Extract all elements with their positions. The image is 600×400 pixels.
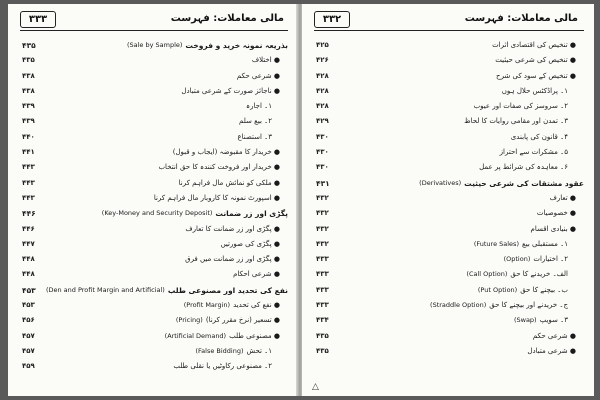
- toc-entry: [314, 99, 584, 114]
- toc-entry-text: ● اختلاف: [251, 56, 280, 65]
- toc-page-number: ۴۳۰: [316, 163, 329, 172]
- toc-page-number: ۴۳۰: [316, 132, 329, 141]
- toc-entry-text: ۱۔ تحش: [246, 346, 272, 355]
- toc-entry: [20, 130, 288, 145]
- toc-entry: [20, 298, 288, 313]
- toc-page-number: ۴۴۰: [22, 132, 35, 141]
- toc-entry-text: ● تنخیص کے سود کی شرح: [496, 71, 576, 80]
- toc-page-number: ۴۳۴: [316, 316, 329, 325]
- toc-entry-text: ● خریدار کا مقبوضہ (ایجاب و قبول): [172, 148, 280, 157]
- toc-entry: [314, 283, 584, 298]
- toc-entry-english: (Straddle Option): [430, 301, 487, 310]
- toc-page-number: ۴۳۵: [22, 41, 36, 50]
- toc-page-number: ۴۲۵: [316, 41, 329, 49]
- toc-entry-english: (Call Option): [466, 270, 508, 279]
- toc-entry-text: ۳۔ سویپ: [539, 316, 568, 325]
- toc-page-number: ۴۳۹: [22, 117, 35, 126]
- toc-entry-text: ● ناجائز صورت کے شرعی متبادل: [181, 86, 280, 95]
- toc-page-number: ۴۴۱: [22, 148, 35, 157]
- toc-page-number: ۴۳۳: [316, 270, 329, 279]
- toc-entry-text: ● تنخیص کی شرعی حیثیت: [495, 56, 576, 65]
- toc-entry-text: ۶۔ معاہدہ کی شرائط پر عمل: [479, 163, 568, 172]
- toc-entry: [20, 160, 288, 175]
- toc-page-number: ۴۳۸: [22, 71, 35, 80]
- toc-page-number: ۴۲۶: [316, 56, 329, 65]
- toc-entry: [20, 344, 288, 359]
- toc-entry-text: ۱۔ پراڈکٹس حلال ہوں: [501, 86, 568, 95]
- toc-entry-english: (Future Sales): [473, 239, 519, 248]
- toc-entry: [314, 329, 584, 344]
- toc-page-number: ۴۳۸: [22, 86, 35, 95]
- toc-page-number: ۴۳۳: [316, 301, 329, 310]
- toc-entry: [314, 53, 584, 68]
- toc-entry: [20, 237, 288, 252]
- toc-page-number: ۴۳۲: [316, 193, 329, 202]
- toc-page-number: ۴۳۱: [316, 178, 330, 188]
- toc-entry: [314, 145, 584, 160]
- toc-page-number: ۴۳۲: [316, 239, 329, 248]
- toc-entry-text: ● شرعی متبادل: [527, 346, 576, 355]
- toc-entry-text: ب۔ بیچنے کا حق: [520, 285, 568, 294]
- toc-page-number: ۴۳۵: [316, 346, 329, 355]
- toc-entry: [20, 359, 288, 374]
- book-spread: [8, 4, 594, 396]
- toc-entry-text: ۲۔ سروسز کی صفات اور عیوب: [473, 102, 568, 111]
- toc-entry: [20, 252, 288, 267]
- toc-list: [20, 38, 288, 375]
- toc-entry: [20, 53, 288, 68]
- toc-entry: [20, 176, 288, 191]
- toc-page-number: ۴۴۳: [22, 178, 35, 187]
- toc-entry-text: ۱۔ اجارہ: [246, 102, 272, 111]
- toc-page-number: ۴۵۹: [22, 362, 35, 371]
- toc-entry-text: ● نفع کی تحدید: [233, 301, 280, 310]
- toc-section-heading: [20, 283, 288, 298]
- toc-entry: [314, 191, 584, 206]
- toc-entry: [314, 344, 584, 359]
- toc-entry-text: ● پگڑی اور زر ضمانت میں فرق: [185, 255, 280, 264]
- toc-entry-english: (Sale by Sample): [126, 41, 183, 49]
- toc-entry-text: پگڑی اور زر ضمانت: [215, 209, 288, 219]
- toc-page-number: ۴۵۶: [22, 316, 35, 325]
- toc-entry-text: ● مصنوعی طلب: [229, 331, 280, 340]
- page-header: [314, 12, 584, 31]
- toc-page-number: ۴۴۶: [22, 224, 35, 233]
- toc-entry-english: (Derivatives): [419, 178, 462, 187]
- toc-page-number: ۴۳۹: [22, 102, 35, 111]
- toc-entry: [20, 222, 288, 237]
- toc-entry: [20, 145, 288, 160]
- toc-entry-text: بذریعہ نمونہ خرید و فروخت: [185, 41, 288, 50]
- toc-page-number: ۴۴۷: [22, 239, 35, 248]
- toc-page-number: ۴۳۳: [316, 255, 329, 264]
- toc-entry-english: (Pricing): [175, 316, 203, 325]
- toc-entry: [20, 114, 288, 129]
- toc-entry-text: ● پگڑی کی صورتیں: [220, 239, 280, 248]
- toc-entry-text: ● اسپورٹ نمونہ کا کاروبار مال فراہم کرنا: [153, 193, 280, 202]
- toc-entry: [314, 84, 584, 99]
- toc-entry-text: ● پگڑی اور زر ضمانت کا تعارف: [185, 224, 280, 233]
- toc-entry-text: ● ملکی کو نمائش مال فراہم کرنا: [178, 178, 280, 187]
- toc-entry-english: (Option): [503, 255, 531, 264]
- toc-entry-text: ۴۔ قانون کی پابندی: [510, 132, 568, 141]
- toc-entry-text: ● خریدار اور فروخت کنندہ کا حق انتخاب: [158, 163, 280, 172]
- toc-entry: [314, 160, 584, 175]
- toc-section-heading: [20, 206, 288, 221]
- toc-entry-english: (Profit Margin): [183, 301, 231, 310]
- toc-page-number: ۴۵۷: [22, 346, 35, 355]
- toc-entry-text: ۳۔ تمدن اور مقامی روایات کا لحاظ: [464, 117, 568, 126]
- toc-entry-text: ۲۔ اختیارات: [533, 255, 568, 264]
- running-title: مالی معاملات: فہرست: [170, 13, 284, 24]
- toc-page-number: ۴۵۷: [22, 331, 35, 340]
- toc-list: [314, 38, 584, 359]
- toc-page-number: ۴۵۳: [22, 285, 36, 295]
- toc-entry-english: (Swap): [513, 316, 537, 325]
- toc-page-number: ۴۴۳: [22, 163, 35, 172]
- toc-entry: [314, 69, 584, 84]
- toc-entry-text: ● شرعی حکم: [236, 71, 280, 80]
- toc-page-number: ۴۲۹: [316, 117, 329, 126]
- toc-page-number: ۴۵۳: [22, 301, 35, 310]
- toc-entry-english: (Put Option): [477, 285, 518, 294]
- toc-entry-text: ● شرعی احکام: [233, 270, 280, 279]
- toc-entry-text: نفع کی تحدید اور مصنوعی طلب: [167, 285, 288, 295]
- toc-entry: [20, 69, 288, 84]
- toc-entry: [314, 252, 584, 267]
- toc-page-number: ۴۳۲: [316, 224, 329, 233]
- toc-entry: [314, 38, 584, 53]
- toc-page-number: ۴۳۳: [316, 285, 329, 294]
- toc-entry: [314, 206, 584, 221]
- page-number-box: ۳۳۲: [314, 11, 350, 28]
- toc-entry: [20, 191, 288, 206]
- toc-entry-text: عقود مشتقات کی شرعی حیثیت: [464, 178, 584, 188]
- left-page: [8, 4, 299, 396]
- toc-entry: [314, 237, 584, 252]
- toc-entry: [314, 298, 584, 313]
- toc-page-number: ۴۳۰: [316, 148, 329, 157]
- page-corner-mark: △: [312, 382, 319, 392]
- toc-page-number: ۴۴۸: [22, 255, 35, 264]
- toc-entry-text: ● تنخیص کی اقتصادی اثرات: [492, 41, 576, 49]
- toc-entry-text: ● خصوصیات: [536, 209, 576, 218]
- toc-entry-text: ● بنیادی اقسام: [530, 224, 576, 233]
- toc-entry-text: ● تسعیر (نرخ مقرر کرنا): [205, 316, 280, 325]
- toc-entry-english: (Key-Money and Security Deposit): [101, 209, 213, 218]
- toc-entry-text: ۲۔ بیع سلم: [239, 117, 272, 126]
- toc-page-number: ۴۲۸: [316, 71, 329, 80]
- toc-entry: [20, 313, 288, 328]
- toc-entry-text: ۵۔ مشکرات سے احتراز: [499, 148, 568, 157]
- toc-entry-text: ● تعارف: [549, 193, 576, 202]
- toc-page-number: ۴۴۳: [22, 193, 35, 202]
- page-header: [20, 12, 288, 31]
- toc-section-heading: [20, 38, 288, 53]
- toc-entry: [314, 130, 584, 145]
- toc-entry-english: (False Bidding): [195, 346, 244, 355]
- toc-page-number: ۴۳۵: [316, 331, 329, 340]
- toc-entry: [314, 222, 584, 237]
- toc-page-number: ۴۲۸: [316, 86, 329, 95]
- toc-entry-english: (Artificial Demand): [164, 331, 227, 340]
- toc-page-number: ۴۳۲: [316, 209, 329, 218]
- toc-page-number: ۴۴۸: [22, 270, 35, 279]
- toc-entry: [20, 84, 288, 99]
- toc-entry-text: الف۔ خریدنے کا حق: [510, 270, 568, 279]
- toc-entry: [20, 267, 288, 282]
- toc-entry-text: ۱۔ مستقبلی بیع: [521, 239, 568, 248]
- page-number-box: ۳۳۳: [20, 11, 56, 28]
- toc-entry: [20, 99, 288, 114]
- toc-entry-english: (Den and Profit Margin and Artificial): [45, 285, 165, 294]
- toc-entry: [314, 267, 584, 282]
- toc-page-number: ۴۴۶: [22, 209, 36, 219]
- toc-entry: [314, 114, 584, 129]
- toc-page-number: ۴۳۵: [22, 56, 35, 65]
- toc-entry-text: ۲۔ مصنوعی رکاوٹیں یا نقلی طلب: [173, 362, 272, 371]
- toc-entry-text: ۳۔ استصناع: [237, 132, 272, 141]
- toc-entry: [314, 313, 584, 328]
- running-title: مالی معاملات: فہرست: [464, 13, 578, 24]
- toc-page-number: ۴۲۸: [316, 102, 329, 111]
- toc-entry: [20, 329, 288, 344]
- toc-section-heading: [314, 176, 584, 191]
- toc-entry-text: ● شرعی حکم: [532, 331, 576, 340]
- right-page: [302, 4, 594, 396]
- toc-entry-text: ج۔ خریدنے اور بیچنے کا حق: [489, 301, 568, 310]
